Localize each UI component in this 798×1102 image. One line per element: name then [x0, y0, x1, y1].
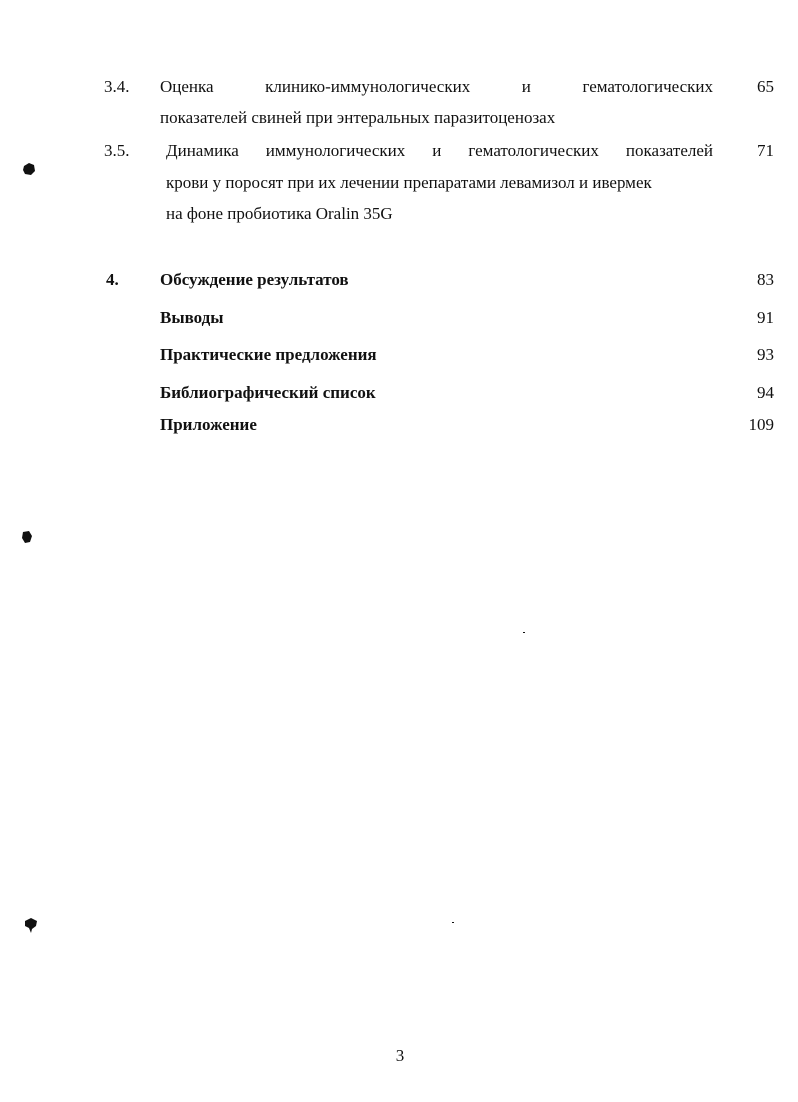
- scan-speck: [523, 632, 525, 633]
- toc-entry-number: 3.4.: [104, 77, 130, 96]
- toc-entry-title: Приложение: [160, 415, 257, 434]
- scan-blot-mark: [22, 916, 42, 936]
- toc-entry-page: 65: [757, 77, 774, 96]
- toc-entry-title: Обсуждение результатов: [160, 270, 349, 289]
- toc-entry-title-line: крови у поросят при их лечении препаратами левамизол и ивермек: [166, 173, 652, 192]
- scan-blot-mark: [18, 528, 38, 548]
- toc-entry-title: Практические предложения: [160, 345, 377, 364]
- page-number: 3: [395, 1046, 405, 1065]
- toc-entry-page: 93: [757, 345, 774, 364]
- toc-entry-page: 71: [757, 141, 774, 160]
- toc-entry-title-line: показателей свиней при энтеральных паразитоценозах: [160, 108, 556, 127]
- scan-blot-mark: [20, 160, 40, 180]
- toc-entry-title-line: Оценка клинико-иммунологических и гематологических: [160, 77, 713, 96]
- toc-entry-page: 109: [748, 415, 774, 434]
- toc-entry-title-line: на фоне пробиотика Oralin 35G: [166, 204, 393, 223]
- scan-speck: [452, 922, 454, 923]
- toc-entry-title-line: Динамика иммунологических и гематологических показателей: [166, 141, 713, 160]
- toc-entry-number: 4.: [106, 270, 119, 289]
- toc-entry-number: 3.5.: [104, 141, 130, 160]
- toc-entry-title: Библиографический список: [160, 383, 376, 402]
- toc-entry-page: 94: [757, 383, 774, 402]
- toc-entry-page: 91: [757, 308, 774, 327]
- toc-entry-page: 83: [757, 270, 774, 289]
- toc-entry-title: Выводы: [160, 308, 224, 327]
